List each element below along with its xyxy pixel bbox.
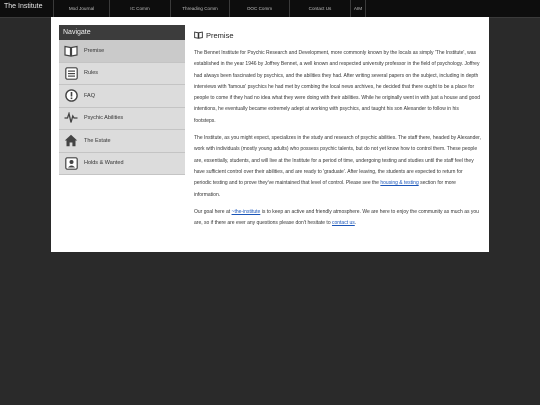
sidebar-item-holds-wanted[interactable] — [59, 153, 185, 176]
community-link[interactable]: ~the-institute — [231, 208, 261, 215]
sidebar-item-label: FAQ — [84, 92, 96, 99]
exclamation-icon — [63, 88, 79, 104]
book-icon — [194, 26, 203, 44]
contact-card-icon — [63, 155, 79, 171]
sidebar-item-label: The Estate — [84, 137, 111, 144]
nav-ic-comm[interactable]: IC Comm — [109, 0, 170, 17]
house-icon — [63, 133, 79, 149]
page-title-text: Premise — [206, 30, 234, 40]
sidebar-item-label: Psychic Abilities — [84, 115, 124, 122]
paragraph-goal: Our goal here at ~the-institute is to keep an active and friendly atmosphere. We are here to enjoy the community as much as you are, so if there are ever any questions please don't hesitate to contact us. — [194, 208, 479, 227]
sidebar-item-faq[interactable] — [59, 85, 185, 108]
page-title — [194, 29, 481, 41]
main-panel — [51, 17, 489, 252]
nav-ooc-comm[interactable]: OOC Comm — [229, 0, 289, 17]
content-area — [194, 29, 481, 235]
sidebar — [59, 25, 185, 175]
contact-us-link[interactable]: contact us — [331, 220, 355, 227]
top-bar — [0, 0, 540, 18]
sidebar-item-the-estate[interactable] — [59, 130, 185, 153]
paragraph-history: The Bennet Institute for Psychic Research and Development, more commonly known by the locals as simply 'The Institute', was established in the year 1946 by Joffrey Bennet, a well known and respected university professor in the field of psychology. Joffrey had always been fascinated by psychics, and the abilities they had. After writing several papers on the subject, including in depth interviews with 'famous' psychics he had met by combing the local news archives, he decided that there ought to be a place for people to come if they had no idea what they were doing with their abilities. While he originally went in with just a house and good intentions, he eventually became extremely adept at working with psychics, and taught his son Alexander to follow in his footsteps. — [194, 50, 481, 124]
sidebar-item-label: Premise — [84, 47, 105, 54]
housing-testing-link[interactable]: housing & testing — [380, 180, 419, 187]
sidebar-heading: Navigate — [59, 25, 185, 40]
book-icon — [63, 43, 79, 59]
top-nav — [53, 0, 366, 17]
sidebar-item-premise[interactable] — [59, 40, 185, 63]
site-title[interactable]: The Institute — [4, 3, 43, 10]
sidebar-item-label: Rules — [84, 70, 99, 77]
paragraph-institute: The Institute, as you might expect, specializes in the study and research of psychic abilities. The staff there, headed by Alexander, work with individuals (mostly young adults) who possess psychic talents, but do not yet know how to control them. These people are, essentially, students, and will live at the Institute for a period of time, undergoing testing and studies until the staff feel they have sufficient control over their abilities, and are ready to 'graduate'. After leaving, the students are expected to return for periodic testing and to prove they've maintained that level of control. Please see the housing & testing section for more information. — [194, 135, 481, 198]
sidebar-item-psychic-abilities[interactable] — [59, 108, 185, 131]
pulse-icon — [63, 110, 79, 126]
sidebar-item-rules[interactable] — [59, 63, 185, 86]
nav-threading-comm[interactable]: Threading Comm — [170, 0, 229, 17]
list-icon — [63, 65, 79, 81]
nav-contact-us[interactable]: Contact Us — [289, 0, 350, 17]
nav-aim[interactable]: AIM — [350, 0, 366, 17]
nav-mod-journal[interactable]: Mod Journal — [53, 0, 109, 17]
sidebar-item-label: Holds & Wanted — [84, 160, 124, 167]
